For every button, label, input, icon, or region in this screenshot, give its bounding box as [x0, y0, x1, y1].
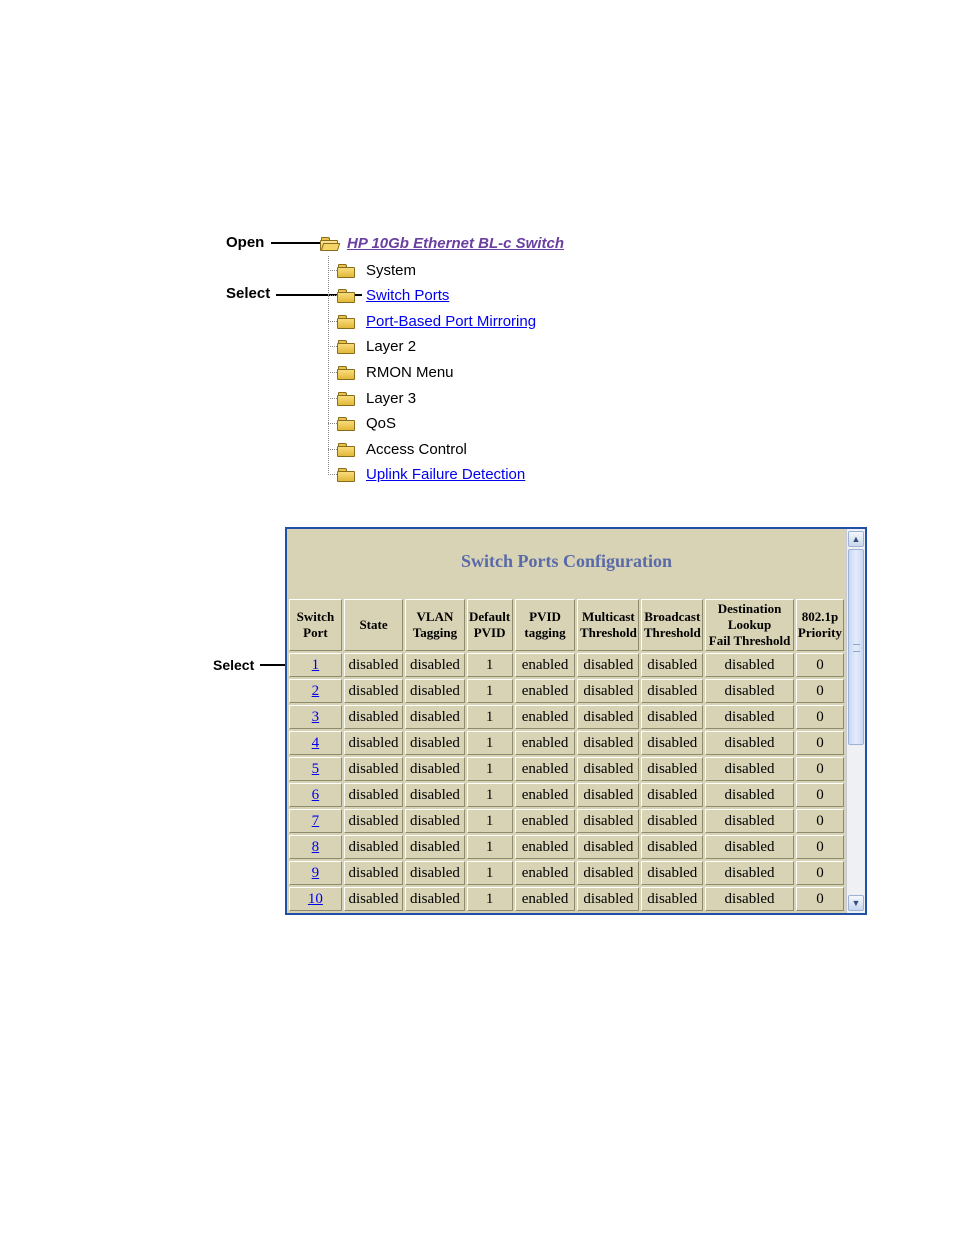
tree-connector-dot	[328, 449, 337, 450]
config-panel	[287, 529, 846, 913]
scroll-thumb[interactable]	[848, 549, 864, 745]
cell-multicast-threshold: disabled	[577, 835, 639, 859]
tree-connector-dot	[328, 372, 337, 373]
cell-vlan-tagging: disabled	[405, 705, 464, 729]
cell-destination-lookup-fail-threshold: disabled	[705, 731, 794, 755]
cell-destination-lookup-fail-threshold: disabled	[705, 705, 794, 729]
port-link[interactable]: 2	[311, 683, 320, 699]
cell-802-1p-priority: 0	[796, 835, 844, 859]
port-link[interactable]: 3	[311, 709, 320, 725]
cell-broadcast-threshold: disabled	[641, 653, 703, 677]
port-link[interactable]: 5	[311, 761, 320, 777]
cell-vlan-tagging: disabled	[405, 887, 464, 911]
port-link[interactable]: 10	[307, 891, 323, 907]
cell-802-1p-priority: 0	[796, 783, 844, 807]
tree-connector-dot	[328, 346, 337, 347]
cell-switch-port	[289, 757, 342, 781]
cell-802-1p-priority: 0	[796, 887, 844, 911]
cell-multicast-threshold: disabled	[577, 731, 639, 755]
cell-pvid-tagging: enabled	[515, 783, 576, 807]
cell-state: disabled	[344, 653, 403, 677]
cell-802-1p-priority: 0	[796, 679, 844, 703]
ports-table	[287, 597, 846, 913]
cell-broadcast-threshold: disabled	[641, 731, 703, 755]
cell-multicast-threshold: disabled	[577, 809, 639, 833]
table-row	[289, 705, 844, 729]
cell-destination-lookup-fail-threshold: disabled	[705, 835, 794, 859]
tree-connector-dot	[328, 321, 337, 322]
tree-item-switch-ports[interactable]	[328, 286, 449, 306]
tree-connector-dot	[328, 474, 337, 475]
cell-broadcast-threshold: disabled	[641, 679, 703, 703]
vertical-scrollbar[interactable]	[846, 529, 866, 913]
cell-pvid-tagging: enabled	[515, 679, 576, 703]
folder-icon	[337, 468, 355, 481]
cell-broadcast-threshold: disabled	[641, 887, 703, 911]
cell-destination-lookup-fail-threshold: disabled	[705, 679, 794, 703]
cell-802-1p-priority: 0	[796, 809, 844, 833]
cell-pvid-tagging: enabled	[515, 653, 576, 677]
cell-switch-port	[289, 705, 342, 729]
scroll-down-arrow-icon[interactable]: ▼	[848, 895, 864, 911]
cell-vlan-tagging: disabled	[405, 835, 464, 859]
cell-vlan-tagging: disabled	[405, 861, 464, 885]
tree-item-access-control[interactable]	[328, 439, 467, 459]
cell-802-1p-priority: 0	[796, 705, 844, 729]
table-row	[289, 653, 844, 677]
scroll-up-arrow-icon[interactable]: ▲	[848, 531, 864, 547]
tree-item-label: QoS	[366, 415, 397, 433]
cell-pvid-tagging: enabled	[515, 887, 576, 911]
table-row	[289, 861, 844, 885]
cell-default-pvid: 1	[467, 861, 513, 885]
tree-item-layer-2[interactable]	[328, 337, 416, 357]
cell-multicast-threshold: disabled	[577, 653, 639, 677]
cell-broadcast-threshold: disabled	[641, 861, 703, 885]
cell-switch-port	[289, 809, 342, 833]
cell-default-pvid: 1	[467, 887, 513, 911]
tree-item-uplink-failure-detection[interactable]	[328, 465, 525, 485]
tree-root[interactable]	[320, 233, 564, 253]
cell-state: disabled	[344, 757, 403, 781]
folder-icon	[337, 289, 355, 302]
table-row	[289, 731, 844, 755]
cell-pvid-tagging: enabled	[515, 835, 576, 859]
cell-pvid-tagging: enabled	[515, 731, 576, 755]
cell-vlan-tagging: disabled	[405, 809, 464, 833]
cell-default-pvid: 1	[467, 653, 513, 677]
cell-state: disabled	[344, 783, 403, 807]
port-link[interactable]: 1	[311, 657, 320, 673]
cell-default-pvid: 1	[467, 731, 513, 755]
folder-icon	[337, 340, 355, 353]
cell-multicast-threshold: disabled	[577, 679, 639, 703]
cell-broadcast-threshold: disabled	[641, 809, 703, 833]
tree-item-label[interactable]: Port-Based Port Mirroring	[366, 312, 537, 330]
cell-state: disabled	[344, 861, 403, 885]
cell-destination-lookup-fail-threshold: disabled	[705, 861, 794, 885]
tree-item-label: System	[366, 261, 417, 279]
tree-connector-dot	[328, 423, 337, 424]
cell-destination-lookup-fail-threshold: disabled	[705, 757, 794, 781]
callout-select-tree: Select	[226, 285, 271, 302]
table-row	[289, 783, 844, 807]
cell-state: disabled	[344, 731, 403, 755]
cell-default-pvid: 1	[467, 783, 513, 807]
cell-switch-port	[289, 861, 342, 885]
cell-switch-port	[289, 835, 342, 859]
config-window	[285, 527, 867, 915]
cell-default-pvid: 1	[467, 757, 513, 781]
cell-multicast-threshold: disabled	[577, 783, 639, 807]
cell-broadcast-threshold: disabled	[641, 783, 703, 807]
cell-vlan-tagging: disabled	[405, 783, 464, 807]
cell-switch-port	[289, 783, 342, 807]
cell-destination-lookup-fail-threshold: disabled	[705, 653, 794, 677]
cell-multicast-threshold: disabled	[577, 887, 639, 911]
tree-item-qos[interactable]	[328, 414, 396, 434]
callout-open: Open	[226, 234, 265, 251]
column-header-state: State	[344, 599, 403, 651]
cell-multicast-threshold: disabled	[577, 705, 639, 729]
folder-icon	[337, 417, 355, 430]
cell-destination-lookup-fail-threshold: disabled	[705, 783, 794, 807]
cell-pvid-tagging: enabled	[515, 757, 576, 781]
cell-pvid-tagging: enabled	[515, 705, 576, 729]
table-row	[289, 835, 844, 859]
column-header-multicast-threshold: Multicast Threshold	[577, 599, 639, 651]
cell-state: disabled	[344, 679, 403, 703]
cell-802-1p-priority: 0	[796, 653, 844, 677]
cell-broadcast-threshold: disabled	[641, 705, 703, 729]
tree-item-label: RMON Menu	[366, 363, 454, 381]
cell-vlan-tagging: disabled	[405, 679, 464, 703]
cell-default-pvid: 1	[467, 705, 513, 729]
config-title: Switch Ports Configuration	[461, 551, 672, 571]
column-header-vlan-tagging: VLAN Tagging	[405, 599, 464, 651]
table-row	[289, 679, 844, 703]
callout-open-line	[271, 242, 321, 244]
tree-connector-dot	[328, 295, 337, 296]
tree-connector-dot	[328, 398, 337, 399]
cell-pvid-tagging: enabled	[515, 809, 576, 833]
cell-destination-lookup-fail-threshold: disabled	[705, 887, 794, 911]
cell-vlan-tagging: disabled	[405, 757, 464, 781]
tree-item-label[interactable]: Uplink Failure Detection	[366, 466, 526, 484]
cell-multicast-threshold: disabled	[577, 861, 639, 885]
column-header-broadcast-threshold: Broadcast Threshold	[641, 599, 703, 651]
tree-item-port-based-port-mirroring[interactable]	[328, 311, 536, 331]
folder-icon	[337, 443, 355, 456]
cell-vlan-tagging: disabled	[405, 731, 464, 755]
column-header-default-pvid: Default PVID	[467, 599, 513, 651]
cell-pvid-tagging: enabled	[515, 861, 576, 885]
port-link[interactable]: 7	[311, 813, 320, 829]
folder-open-icon	[320, 237, 338, 250]
tree-item-layer-3[interactable]	[328, 388, 416, 408]
cell-default-pvid: 1	[467, 679, 513, 703]
cell-broadcast-threshold: disabled	[641, 835, 703, 859]
port-link[interactable]: 8	[311, 839, 320, 855]
cell-multicast-threshold: disabled	[577, 757, 639, 781]
folder-icon	[337, 392, 355, 405]
cell-state: disabled	[344, 809, 403, 833]
cell-switch-port	[289, 679, 342, 703]
tree-root-label[interactable]: HP 10Gb Ethernet BL-c Switch	[347, 234, 564, 252]
cell-destination-lookup-fail-threshold: disabled	[705, 809, 794, 833]
table-row	[289, 757, 844, 781]
cell-broadcast-threshold: disabled	[641, 757, 703, 781]
cell-switch-port	[289, 653, 342, 677]
column-header-destination-lookup-fail-threshold: Destination Lookup Fail Threshold	[705, 599, 794, 651]
table-row	[289, 887, 844, 911]
port-link[interactable]: 6	[311, 787, 320, 803]
port-link[interactable]: 9	[311, 865, 320, 881]
table-row	[289, 809, 844, 833]
callout-select-table: Select	[213, 657, 255, 673]
tree-item-label: Layer 3	[366, 389, 417, 407]
tree-item-label[interactable]: Switch Ports	[366, 287, 450, 305]
cell-802-1p-priority: 0	[796, 861, 844, 885]
cell-802-1p-priority: 0	[796, 757, 844, 781]
folder-icon	[337, 366, 355, 379]
cell-switch-port	[289, 887, 342, 911]
cell-state: disabled	[344, 835, 403, 859]
tree-item-label: Access Control	[366, 440, 467, 458]
port-link[interactable]: 4	[311, 735, 320, 751]
cell-vlan-tagging: disabled	[405, 653, 464, 677]
folder-icon	[337, 264, 355, 277]
tree-connector-dot	[328, 270, 337, 271]
column-header-pvid-tagging: PVID tagging	[515, 599, 576, 651]
tree-item-system[interactable]	[328, 260, 416, 280]
cell-default-pvid: 1	[467, 835, 513, 859]
column-header-switch-port: Switch Port	[289, 599, 342, 651]
cell-switch-port	[289, 731, 342, 755]
tree-item-rmon-menu[interactable]	[328, 362, 454, 382]
cell-802-1p-priority: 0	[796, 731, 844, 755]
cell-default-pvid: 1	[467, 809, 513, 833]
column-header-802-1p-priority: 802.1p Priority	[796, 599, 844, 651]
folder-icon	[337, 315, 355, 328]
cell-state: disabled	[344, 887, 403, 911]
tree-item-label: Layer 2	[366, 338, 417, 356]
cell-state: disabled	[344, 705, 403, 729]
